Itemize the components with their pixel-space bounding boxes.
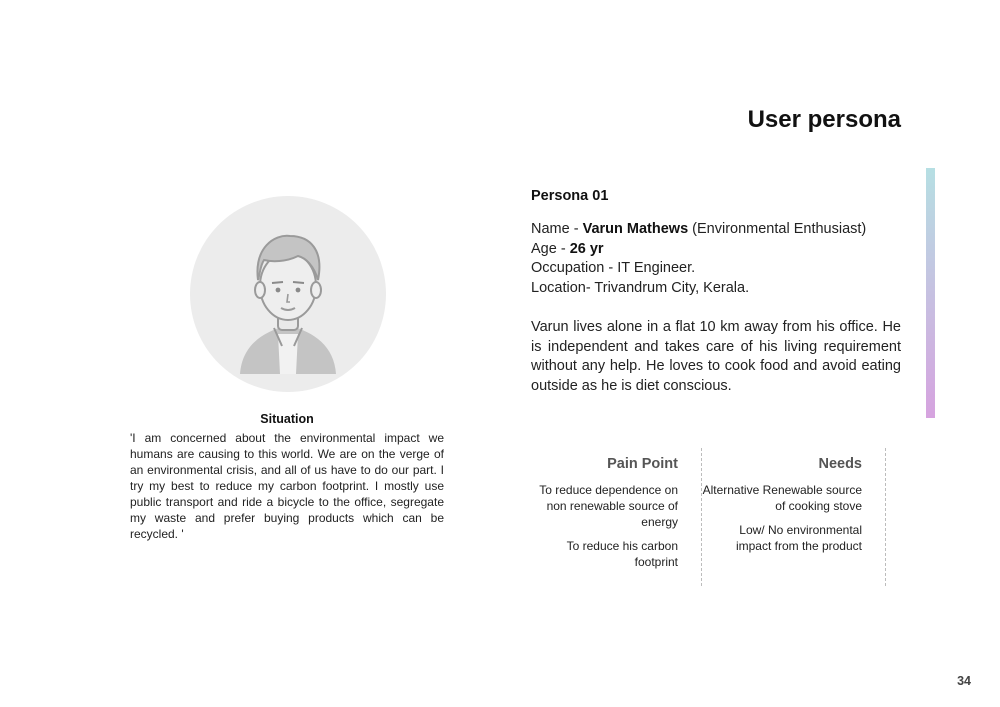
needs-title: Needs (818, 456, 862, 472)
age-prefix: Age - (531, 240, 570, 257)
needs-column (702, 448, 886, 586)
name-suffix: (Environmental Enthusiast) (688, 221, 867, 237)
persona-age: 26 yr (569, 240, 604, 257)
persona-name: Varun Mathews (582, 221, 689, 237)
page-title: User persona (747, 106, 901, 133)
page-number: 34 (957, 674, 971, 688)
name-row (531, 220, 901, 240)
persona-label: Persona 01 (531, 188, 609, 204)
age-row (531, 240, 901, 260)
persona-location: Location- Trivandrum City, Kerala. (531, 279, 750, 296)
situation-title: Situation (260, 412, 314, 426)
needs-item: Alternative Renewable source of cooking stove (702, 483, 862, 513)
persona-occupation: Occupation - IT Engineer. (531, 260, 696, 277)
needs-item: Low/ No environmental impact from the product (735, 523, 862, 553)
pain-point-column (531, 448, 702, 586)
user-avatar-icon (190, 196, 386, 392)
persona-details (531, 220, 901, 298)
pain-point-item: To reduce dependence on non renewable source of energy (539, 483, 678, 529)
situation-text: 'I am concerned about the environmental impact we humans are causing to this world. We are on the verge of an environmental crisis, and all of us have to do our part. I try my best to reduce my carbon footprint. I mostly use public transport and ride a bicycle to the office, segregate my waste and prefer buying products which can be recycled. ' (130, 431, 444, 541)
pain-point-item: To reduce his carbon footprint (566, 539, 678, 569)
name-prefix: Name - (531, 221, 583, 237)
accent-bar (926, 168, 935, 418)
persona-bio: Varun lives alone in a flat 10 km away from his office. He is independent and takes care of his living requirement without any help. He loves to cook food and avoid eating outside as he is diet conscious. (531, 319, 901, 394)
pain-point-title: Pain Point (607, 456, 678, 472)
avatar (190, 196, 386, 392)
